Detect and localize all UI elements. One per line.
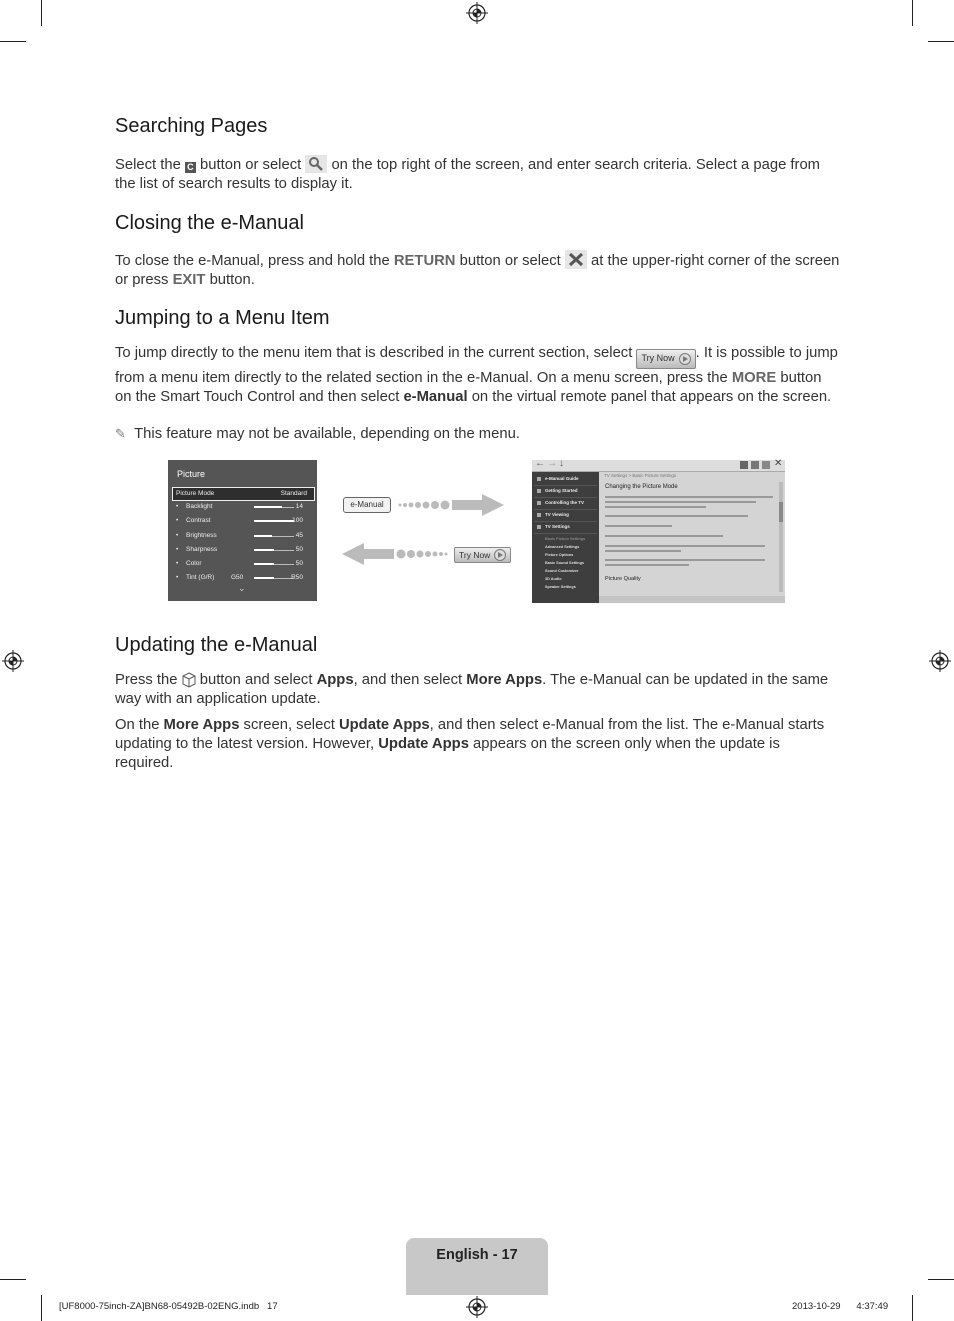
crop-mark [912, 1295, 913, 1321]
picture-mode-row[interactable] [172, 487, 315, 501]
emanual-sidebar [532, 472, 599, 603]
pencil-icon: ✎ [115, 426, 126, 441]
arrow-right-icon [396, 494, 506, 516]
emanual-screenshot [532, 460, 785, 603]
nav-divider [534, 497, 597, 498]
bullet-icon: • [176, 560, 179, 567]
setting-slider-fill [254, 506, 282, 508]
section-title-jumping: Jumping to a Menu Item [115, 307, 330, 329]
search-icon [762, 461, 770, 469]
nav-divider [534, 509, 597, 510]
crop-mark [0, 1279, 26, 1280]
emanual-subnav-item[interactable]: Basic Picture Settings [545, 537, 586, 541]
nav-bullet-icon [537, 501, 541, 505]
emanual-subnav-item[interactable]: 3D Audio [545, 577, 562, 581]
emanual-subheading: Picture Quality [605, 576, 641, 582]
section-title-searching: Searching Pages [115, 115, 268, 137]
setting-label: Contrast [186, 517, 211, 525]
setting-label: Picture Mode [176, 490, 215, 497]
setting-value: 100 [292, 517, 303, 525]
setting-value: 14 [295, 503, 303, 511]
index-icon [751, 461, 759, 469]
nav-bullet-icon [537, 525, 541, 529]
setting-slider-fill [254, 549, 274, 551]
setting-value: Standard [280, 490, 307, 497]
jumping-paragraph: To jump directly to the menu item that is described in the current section, select Try Now . It is possible to jump from a menu item directly to the related section in the e-Manual. On a menu screen, press the MORE button on the Smart Touch Control and then select e-Manual on the virtual remote panel that appears on the screen. [115, 345, 838, 405]
c-button-icon: C [185, 162, 196, 173]
emanual-heading: Changing the Picture Mode [605, 484, 678, 490]
nav-bullet-icon [537, 513, 541, 517]
nav-divider [534, 533, 597, 534]
crop-mark [41, 1295, 42, 1321]
emanual-nav-item[interactable]: TV Viewing [545, 512, 569, 517]
emanual-content [599, 472, 785, 603]
home-icon [740, 461, 748, 469]
file-info: [UF8000-75inch-ZA]BN68-05492B-02ENG.indb 17 [59, 1301, 278, 1312]
smart-hub-icon [182, 672, 196, 688]
setting-label: Color [186, 560, 202, 567]
chevron-down-icon[interactable]: ⌄ [238, 583, 246, 593]
setting-value: 50 [295, 545, 303, 553]
setting-slider-fill [254, 520, 294, 522]
date-info: 2013-10-29 4:37:49 [792, 1301, 889, 1312]
nav-divider [534, 485, 597, 486]
emanual-nav-item[interactable]: Controlling the TV [545, 500, 584, 505]
play-icon [494, 549, 506, 561]
setting-slider-fill [254, 563, 274, 565]
try-now-button: Try Now [636, 349, 695, 369]
emanual-subnav-item[interactable]: Sound Customizer [545, 569, 579, 573]
crop-mark [41, 0, 42, 26]
emanual-subnav-item[interactable]: Speaker Settings [545, 585, 576, 589]
picture-setting-row[interactable] [172, 515, 313, 527]
emanual-button: e-Manual [343, 497, 391, 513]
picture-setting-row[interactable] [172, 501, 313, 513]
crop-mark [928, 1279, 954, 1280]
bullet-icon: • [176, 531, 179, 539]
setting-label: Tint (G/R) [186, 574, 215, 582]
section-title-closing: Closing the e-Manual [115, 212, 304, 234]
note: ✎ This feature may not be available, depending on the menu. [115, 426, 520, 442]
picture-setting-row[interactable] [172, 558, 313, 570]
registration-mark-icon [466, 2, 488, 24]
section-title-updating: Updating the e-Manual [115, 634, 318, 656]
arrow-left-icon [340, 543, 450, 565]
setting-value: 45 [295, 531, 303, 539]
setting-label: Brightness [186, 531, 217, 539]
registration-mark-icon [929, 650, 951, 672]
picture-setting-row[interactable] [172, 544, 313, 556]
emanual-nav-item[interactable]: TV Settings [545, 524, 570, 529]
page-number: English - 17 [436, 1247, 518, 1263]
search-icon [305, 155, 327, 173]
close-icon: ✕ [774, 458, 783, 469]
picture-setting-row[interactable] [172, 530, 313, 542]
searching-paragraph: Select the C button or select on the top right of the screen, and enter search criteria. Select a page from the list of search results to display it. [115, 157, 821, 192]
registration-mark-icon [466, 1296, 488, 1318]
emanual-subnav-item[interactable]: Advanced Settings [545, 545, 580, 549]
setting-slider-fill [254, 577, 274, 579]
setting-value: 50 [295, 560, 303, 567]
bullet-icon: • [176, 574, 179, 582]
updating-paragraph-1: Press the button and select Apps, and then select More Apps. The e-Manual can be updated in the same way with an application update. [115, 672, 829, 707]
closing-paragraph: To close the e-Manual, press and hold the RETURN button or select at the upper-right corner of the screen or press EXIT button. [115, 250, 840, 290]
crop-mark [912, 0, 913, 26]
setting-value: R50 [291, 574, 303, 582]
emanual-nav-item[interactable]: Getting Started [545, 488, 578, 493]
crop-mark [0, 41, 26, 42]
emanual-nav-item[interactable]: e-Manual Guide [545, 476, 579, 481]
bullet-icon: • [176, 503, 179, 511]
down-icon: ↓ [559, 458, 564, 469]
picture-menu-screenshot [168, 460, 317, 601]
emanual-subnav-item[interactable]: Picture Options [545, 553, 574, 557]
close-icon [565, 250, 587, 269]
back-icon: ← [535, 458, 545, 469]
bullet-icon: • [176, 517, 179, 525]
emanual-bottom-bar [599, 596, 785, 603]
nav-bullet-icon [537, 477, 541, 481]
emanual-text-lines [605, 496, 773, 569]
setting-left-value: G50 [231, 574, 244, 582]
emanual-breadcrumb: TV Settings > Basic Picture Settings [604, 473, 677, 478]
picture-menu-title: Picture [177, 469, 206, 479]
setting-label: Backlight [186, 503, 213, 511]
nav-bullet-icon [537, 489, 541, 493]
try-now-button-figure: Try Now [454, 547, 511, 563]
registration-mark-icon [2, 650, 24, 672]
emanual-toolbar [532, 460, 785, 472]
crop-mark [928, 41, 954, 42]
emanual-scrollbar[interactable] [779, 482, 783, 592]
forward-icon: → [547, 458, 557, 469]
nav-divider [534, 521, 597, 522]
emanual-subnav-item[interactable]: Basic Sound Settings [545, 561, 585, 565]
play-icon [679, 353, 691, 365]
setting-label: Sharpness [186, 545, 218, 553]
bullet-icon: • [176, 545, 179, 553]
setting-slider-fill [254, 535, 272, 537]
updating-paragraph-2: On the More Apps screen, select Update Apps, and then select e-Manual from the list. The e-Manual starts updating to the latest version. However, Update Apps appears on the screen only when the update is required. [115, 717, 825, 771]
